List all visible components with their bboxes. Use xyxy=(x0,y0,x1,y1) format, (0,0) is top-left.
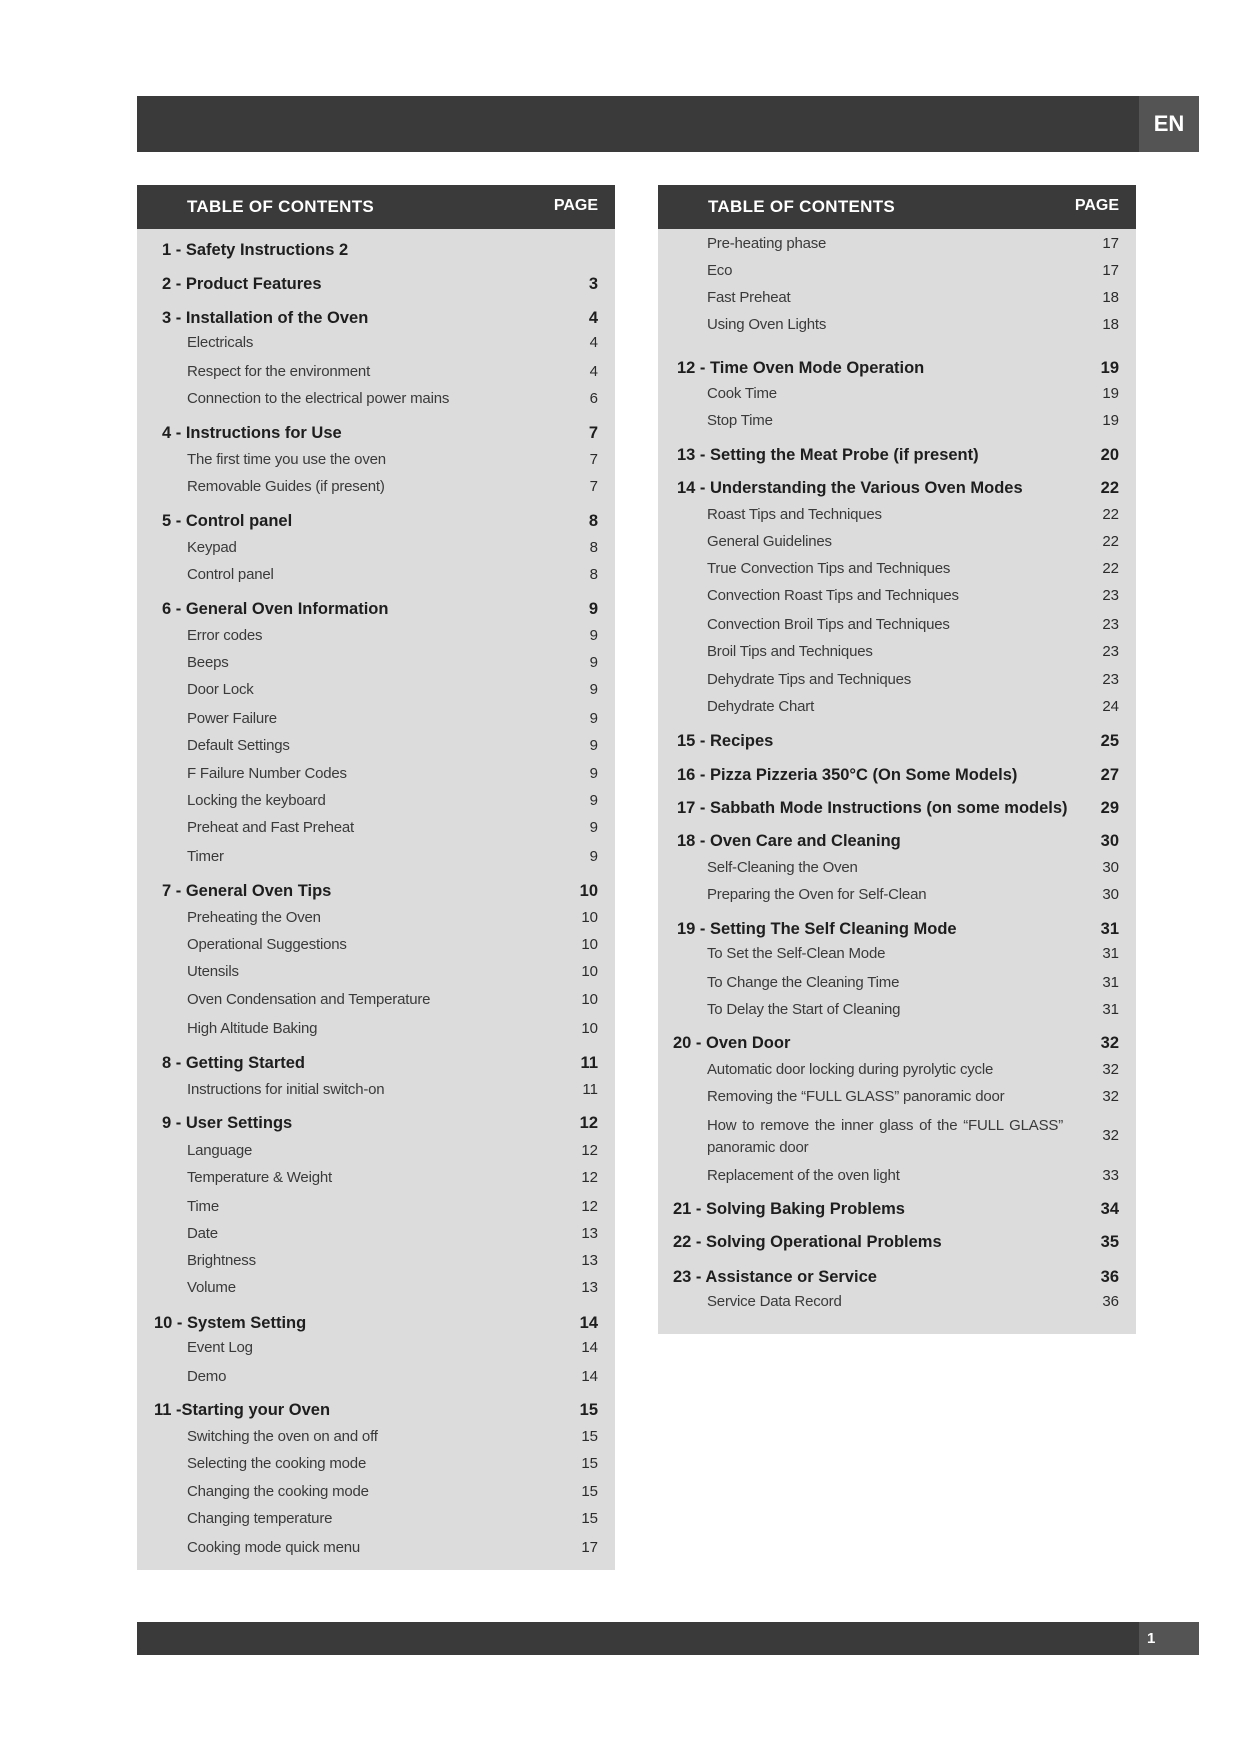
toc-right-header xyxy=(658,185,1136,229)
footer-bar xyxy=(137,1622,1139,1655)
toc-entry[interactable]: How to remove the inner glass of the “FULL GLASS” panoramic door 32 xyxy=(707,1117,1119,1156)
toc-left-header xyxy=(137,185,615,229)
toc-left-panel: TABLE OF CONTENTS PAGE 1 - Safety Instructions 2 2 - Product Features 3 3 - Installation of the Oven 4 Electricals 4 Respect for the environment 4 Connection to the electrical power mains 6 4 - Instructions for Use 7 The first time you use the oven 7 Removable Guides (if present) 7 5 - Control panel 8 Keypad 8 Control panel 8 6 - General Oven Information 9 Error codes 9 Beeps 9 Door Lock 9 Power Failure 9 Default Settings 9 F Failure Number Codes 9 Locking the keyboard 9 Preheat and Fast Preheat 9 Timer 9 7 - General Oven Tips 10 Preheating the Oven 10 Operational Suggestions 10 Utensils 10 Oven Condensation and Temperature 10 High Altitude Baking 10 8 - Getting Started 11 Instructions for initial switch-on 11 9 - User Settings 12 Language 12 Temperature & Weight 12 Time 12 Date 13 Brightness 13 Volume 13 10 - System Setting 14 Event Log 14 Demo 14 11 -Starting your Oven 15 Switching the oven on and off 15 Selecting the cooking mode 15 Changing the cooking mode 15 Changing temperature 15 Cooking mode quick menu 17 xyxy=(137,185,615,1570)
toc-left-page-label: PAGE xyxy=(553,197,598,214)
header-bar xyxy=(137,96,1139,152)
toc-right-panel: TABLE OF CONTENTS PAGE Pre-heating phase 17 Eco 17 Fast Preheat 18 Using Oven Lights 18 12 - Time Oven Mode Operation 19 Cook Time 19 Stop Time 19 13 - Setting the Meat Probe (if present) 20 14 - Understanding the Various Oven Modes 22 Roast Tips and Techniques 22 General Guidelines 22 True Convection Tips and Techniques 22 Convection Roast Tips and Techniques 23 Convection Broil Tips and Techniques 23 Broil Tips and Techniques 23 Dehydrate Tips and Techniques 23 Dehydrate Chart 24 15 - Recipes 25 16 - Pizza Pizzeria 350°C (On Some Models) 27 17 - Sabbath Mode Instructions (on some models) 29 18 - Oven Care and Cleaning 30 Self-Cleaning the Oven 30 Preparing the Oven for Self-Clean 30 19 - Setting The Self Cleaning Mode 31 To Set the Self-Clean Mode 31 To Change the Cleaning Time 31 To Delay the Start of Cleaning 31 20 - Oven Door 32 Automatic door locking during pyrolytic cycle 32 Removing the “FULL GLASS” panoramic door 32 How to remove the inner glass of the “FULL GLASS” panoramic door 32 Replacement of the oven light 33 21 - Solving Baking Problems 34 22 - Solving Operational Problems 35 23 - Assistance or Service 36 Service Data Record 36 xyxy=(658,185,1136,1334)
toc-left-title: TABLE OF CONTENTS xyxy=(187,197,375,216)
page-number: 1 xyxy=(1139,1622,1199,1655)
toc-right-title: TABLE OF CONTENTS xyxy=(708,197,896,216)
language-tab: EN xyxy=(1139,96,1199,152)
toc-right-page-label: PAGE xyxy=(1074,197,1119,214)
